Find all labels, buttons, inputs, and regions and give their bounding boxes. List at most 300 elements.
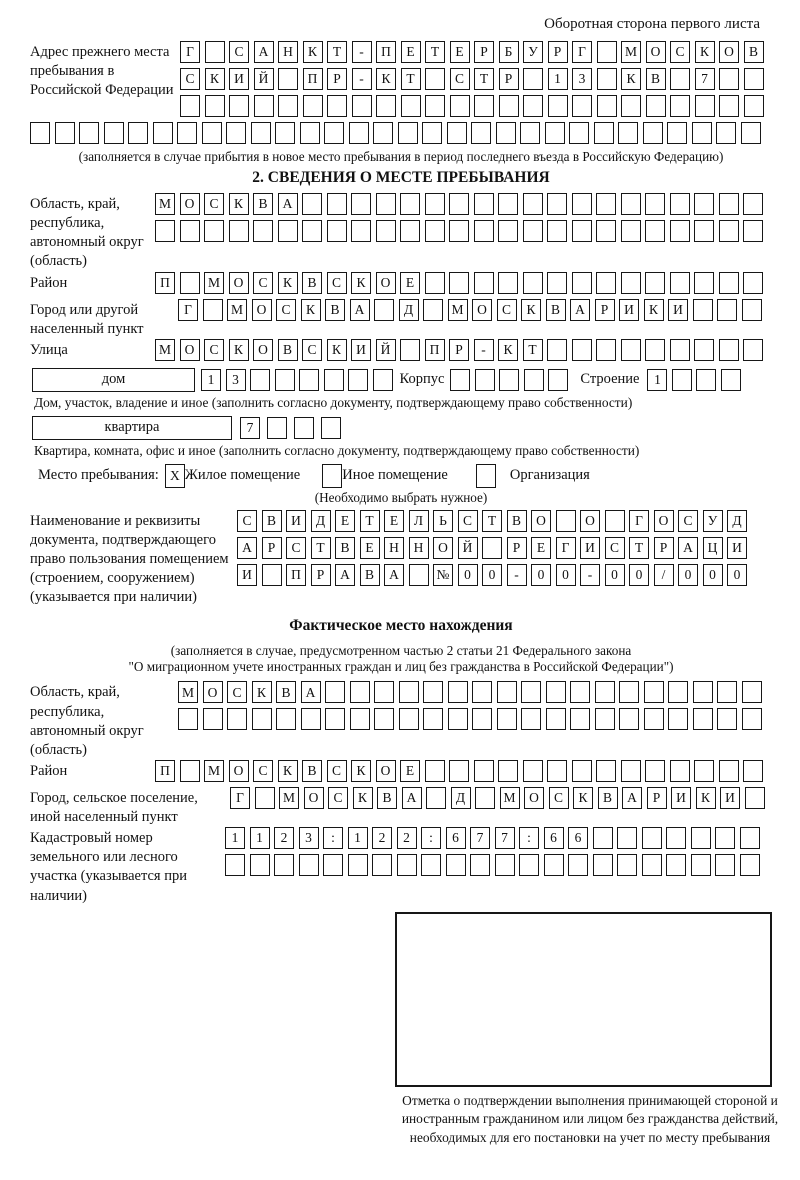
char-cell: М xyxy=(155,193,175,215)
field-factual-oblast xyxy=(30,681,772,760)
char-cell: А xyxy=(678,537,698,559)
char-cell: К xyxy=(327,339,347,361)
char-cell xyxy=(274,854,294,876)
char-cell xyxy=(693,681,713,703)
char-cell: Р xyxy=(654,537,674,559)
char-cell xyxy=(180,760,200,782)
char-cell xyxy=(275,369,295,391)
char-cell xyxy=(425,68,445,90)
char-cell: А xyxy=(278,193,298,215)
char-cell xyxy=(743,220,763,242)
char-cell xyxy=(572,339,592,361)
char-cell: О xyxy=(472,299,492,321)
stay-type-row xyxy=(38,464,772,488)
char-cell xyxy=(426,787,446,809)
char-cell: № xyxy=(433,564,453,586)
char-cell xyxy=(643,122,663,144)
char-cell: У xyxy=(523,41,543,63)
char-cell: Р xyxy=(548,41,568,63)
char-cell: В xyxy=(744,41,764,63)
char-cell xyxy=(521,708,541,730)
char-cell xyxy=(498,272,518,294)
prev-address-note: (заполняется в случае прибытия в новое место пребывания в период последнего въезда в Российскую Федерацию) xyxy=(78,149,724,164)
char-cell xyxy=(401,95,421,117)
char-cell: 0 xyxy=(556,564,576,586)
char-cell xyxy=(327,193,347,215)
char-cell xyxy=(523,68,543,90)
char-cell xyxy=(423,708,443,730)
char-cell xyxy=(596,193,616,215)
char-cell: О xyxy=(180,339,200,361)
char-cell: С xyxy=(328,787,348,809)
char-cell xyxy=(470,854,490,876)
char-cell: К xyxy=(521,299,541,321)
char-cell xyxy=(448,708,468,730)
char-cell: И xyxy=(229,68,249,90)
char-cell xyxy=(523,760,543,782)
char-cell xyxy=(619,681,639,703)
factual-gorod-row xyxy=(230,787,772,809)
char-cell: А xyxy=(335,564,355,586)
raion-label: Район xyxy=(30,274,68,291)
char-cell xyxy=(423,299,443,321)
char-cell xyxy=(421,854,441,876)
char-cell xyxy=(548,95,568,117)
char-cell: Т xyxy=(482,510,502,532)
char-cell: П xyxy=(376,41,396,63)
char-cell: К xyxy=(278,760,298,782)
char-cell: М xyxy=(204,272,224,294)
char-cell: Р xyxy=(595,299,615,321)
oblast-rows xyxy=(155,193,772,247)
char-cell xyxy=(568,854,588,876)
char-cell xyxy=(325,708,345,730)
char-cell: К xyxy=(621,68,641,90)
char-cell xyxy=(696,369,716,391)
char-cell: А xyxy=(384,564,404,586)
char-cell: О xyxy=(376,760,396,782)
char-cell xyxy=(374,708,394,730)
char-cell: К xyxy=(376,68,396,90)
korpus-cells xyxy=(450,369,568,391)
char-cell xyxy=(300,122,320,144)
char-cell xyxy=(694,272,714,294)
char-cell xyxy=(694,193,714,215)
char-cell: Т xyxy=(327,41,347,63)
prev-address-row-4 xyxy=(30,122,772,144)
char-cell xyxy=(693,299,713,321)
char-cell xyxy=(474,193,494,215)
char-cell xyxy=(572,193,592,215)
char-cell: П xyxy=(303,68,323,90)
char-cell xyxy=(617,854,637,876)
char-cell: Н xyxy=(409,537,429,559)
char-cell: О xyxy=(252,299,272,321)
char-cell xyxy=(496,122,516,144)
char-cell xyxy=(621,760,641,782)
char-cell: 0 xyxy=(727,564,747,586)
char-cell xyxy=(692,122,712,144)
char-cell: А xyxy=(622,787,642,809)
char-cell: Т xyxy=(474,68,494,90)
char-cell xyxy=(499,369,519,391)
char-cell xyxy=(621,193,641,215)
char-cell: В xyxy=(546,299,566,321)
char-cell: Е xyxy=(531,537,551,559)
char-cell xyxy=(666,854,686,876)
char-cell: В xyxy=(646,68,666,90)
char-cell xyxy=(670,95,690,117)
char-cell: 3 xyxy=(572,68,592,90)
char-cell xyxy=(594,122,614,144)
char-cell xyxy=(670,760,690,782)
char-cell xyxy=(740,854,760,876)
char-cell: С xyxy=(497,299,517,321)
char-cell xyxy=(595,681,615,703)
stay-type-label: Место пребывания: xyxy=(38,467,159,484)
char-cell xyxy=(203,299,223,321)
char-cell xyxy=(226,122,246,144)
char-cell: А xyxy=(254,41,274,63)
prev-address-label: Адрес прежнего места пребывания в Российской Федерации xyxy=(30,44,174,99)
char-cell: : xyxy=(323,827,343,849)
char-cell xyxy=(471,122,491,144)
char-cell xyxy=(299,369,319,391)
char-cell: О xyxy=(531,510,551,532)
char-cell: Б xyxy=(499,41,519,63)
char-cell xyxy=(278,68,298,90)
char-cell: О xyxy=(719,41,739,63)
char-cell xyxy=(349,122,369,144)
char-cell: 1 xyxy=(225,827,245,849)
char-cell: Й xyxy=(458,537,478,559)
char-cell xyxy=(596,339,616,361)
char-cell: К xyxy=(351,760,371,782)
char-cell xyxy=(275,122,295,144)
char-cell xyxy=(572,760,592,782)
char-cell xyxy=(177,122,197,144)
char-cell xyxy=(495,854,515,876)
char-cell: 7 xyxy=(240,417,260,439)
char-cell: Е xyxy=(400,760,420,782)
char-cell: О xyxy=(376,272,396,294)
char-cell xyxy=(593,854,613,876)
char-cell: И xyxy=(286,510,306,532)
char-cell: В xyxy=(360,564,380,586)
char-cell: Г xyxy=(180,41,200,63)
field-kadastr xyxy=(30,827,772,906)
char-cell xyxy=(373,122,393,144)
char-cell: М xyxy=(155,339,175,361)
korpus-label: Корпус xyxy=(399,371,445,388)
char-cell xyxy=(497,681,517,703)
char-cell xyxy=(474,760,494,782)
char-cell xyxy=(180,95,200,117)
char-cell xyxy=(30,122,50,144)
char-cell: К xyxy=(205,68,225,90)
char-cell: Р xyxy=(647,787,667,809)
char-cell xyxy=(546,708,566,730)
char-cell: Й xyxy=(376,339,396,361)
char-cell xyxy=(523,220,543,242)
char-cell xyxy=(668,708,688,730)
char-cell xyxy=(376,220,396,242)
house-number-cells xyxy=(201,369,393,391)
char-cell: С xyxy=(237,510,257,532)
char-cell xyxy=(446,854,466,876)
char-cell xyxy=(498,193,518,215)
char-cell xyxy=(572,95,592,117)
char-cell: 7 xyxy=(470,827,490,849)
stroenie-cells xyxy=(647,369,741,391)
apartment-number-cells xyxy=(240,417,341,439)
char-cell: П xyxy=(286,564,306,586)
char-cell xyxy=(372,854,392,876)
char-cell: Е xyxy=(384,510,404,532)
char-cell xyxy=(399,708,419,730)
char-cell xyxy=(449,220,469,242)
title-document-row-1 xyxy=(237,510,772,532)
char-cell xyxy=(544,854,564,876)
char-cell xyxy=(670,220,690,242)
char-cell: И xyxy=(727,537,747,559)
char-cell: Д xyxy=(311,510,331,532)
char-cell: К xyxy=(353,787,373,809)
char-cell: С xyxy=(302,339,322,361)
checkbox-other-premises xyxy=(322,464,342,488)
char-cell xyxy=(646,95,666,117)
char-cell: К xyxy=(696,787,716,809)
char-cell xyxy=(694,339,714,361)
char-cell xyxy=(180,272,200,294)
char-cell xyxy=(547,339,567,361)
char-cell xyxy=(229,95,249,117)
char-cell xyxy=(204,220,224,242)
char-cell: А xyxy=(301,681,321,703)
char-cell xyxy=(694,760,714,782)
char-cell xyxy=(523,95,543,117)
char-cell: Р xyxy=(311,564,331,586)
char-cell xyxy=(617,827,637,849)
char-cell xyxy=(593,827,613,849)
char-cell xyxy=(572,272,592,294)
char-cell xyxy=(719,339,739,361)
char-cell xyxy=(717,299,737,321)
char-cell xyxy=(397,854,417,876)
char-cell: С xyxy=(253,760,273,782)
char-cell xyxy=(324,122,344,144)
char-cell: 1 xyxy=(647,369,667,391)
char-cell: С xyxy=(678,510,698,532)
char-cell xyxy=(717,708,737,730)
char-cell xyxy=(251,122,271,144)
char-cell xyxy=(302,193,322,215)
char-cell xyxy=(325,681,345,703)
char-cell: М xyxy=(448,299,468,321)
char-cell xyxy=(321,417,341,439)
char-cell: В xyxy=(335,537,355,559)
house-row xyxy=(32,368,772,392)
ulitsa-row xyxy=(155,339,772,361)
char-cell xyxy=(523,193,543,215)
char-cell: О xyxy=(229,760,249,782)
field-factual-gorod xyxy=(30,787,772,827)
char-cell: О xyxy=(524,787,544,809)
char-cell xyxy=(373,369,393,391)
char-cell: О xyxy=(654,510,674,532)
char-cell: С xyxy=(253,272,273,294)
char-cell xyxy=(497,708,517,730)
char-cell: Н xyxy=(384,537,404,559)
field-title-document xyxy=(30,510,772,608)
char-cell: О xyxy=(253,339,273,361)
factual-oblast-label: Область, край, республика, автономный округ (область) xyxy=(30,684,144,758)
char-cell: А xyxy=(350,299,370,321)
char-cell xyxy=(597,68,617,90)
char-cell: С xyxy=(327,272,347,294)
oblast-row-1 xyxy=(155,193,772,215)
factual-title: Фактическое место нахождения xyxy=(289,617,513,635)
char-cell: Д xyxy=(451,787,471,809)
char-cell: : xyxy=(421,827,441,849)
char-cell: Г xyxy=(556,537,576,559)
char-cell xyxy=(719,95,739,117)
char-cell xyxy=(742,708,762,730)
char-cell xyxy=(180,220,200,242)
char-cell xyxy=(597,41,617,63)
char-cell xyxy=(743,339,763,361)
char-cell xyxy=(743,760,763,782)
raion-row xyxy=(155,272,772,294)
char-cell: И xyxy=(720,787,740,809)
char-cell xyxy=(521,681,541,703)
field-prev-address xyxy=(30,41,772,122)
char-cell xyxy=(352,95,372,117)
char-cell xyxy=(742,681,762,703)
char-cell xyxy=(743,193,763,215)
char-cell: - xyxy=(352,68,372,90)
field-factual-raion xyxy=(30,760,772,787)
char-cell: Л xyxy=(409,510,429,532)
char-cell xyxy=(619,708,639,730)
char-cell xyxy=(475,787,495,809)
field-raion xyxy=(30,272,772,299)
char-cell: Е xyxy=(360,537,380,559)
char-cell xyxy=(255,787,275,809)
char-cell xyxy=(294,417,314,439)
char-cell: 6 xyxy=(446,827,466,849)
char-cell xyxy=(524,369,544,391)
char-cell xyxy=(744,95,764,117)
factual-raion-row xyxy=(155,760,772,782)
char-cell xyxy=(327,220,347,242)
char-cell xyxy=(597,95,617,117)
char-cell: У xyxy=(703,510,723,532)
factual-oblast-row-2 xyxy=(178,708,772,730)
char-cell xyxy=(642,854,662,876)
oblast-row-2 xyxy=(155,220,772,242)
char-cell: В xyxy=(253,193,273,215)
char-cell xyxy=(596,272,616,294)
char-cell: Д xyxy=(727,510,747,532)
char-cell xyxy=(376,95,396,117)
char-cell xyxy=(547,760,567,782)
char-cell xyxy=(449,272,469,294)
char-cell xyxy=(299,854,319,876)
char-cell xyxy=(55,122,75,144)
char-cell xyxy=(667,122,687,144)
char-cell: Г xyxy=(178,299,198,321)
char-cell: О xyxy=(580,510,600,532)
char-cell: В xyxy=(262,510,282,532)
gorod-label: Город или другой населенный пункт xyxy=(30,301,144,337)
char-cell xyxy=(450,95,470,117)
char-cell: В xyxy=(325,299,345,321)
char-cell xyxy=(740,827,760,849)
char-cell xyxy=(399,681,419,703)
char-cell xyxy=(482,537,502,559)
char-cell xyxy=(351,220,371,242)
factual-note-line1: (заполняется в случае, предусмотренном частью 2 статьи 21 Федерального закона xyxy=(170,643,632,659)
char-cell xyxy=(716,122,736,144)
char-cell xyxy=(324,369,344,391)
char-cell xyxy=(203,708,223,730)
char-cell xyxy=(570,681,590,703)
char-cell: С xyxy=(670,41,690,63)
char-cell: О xyxy=(203,681,223,703)
char-cell xyxy=(474,95,494,117)
char-cell: Т xyxy=(425,41,445,63)
char-cell xyxy=(202,122,222,144)
prev-address-row-1 xyxy=(180,41,772,63)
char-cell xyxy=(621,220,641,242)
char-cell xyxy=(449,760,469,782)
title-document-row-3 xyxy=(237,564,772,586)
apartment-row xyxy=(32,416,772,440)
char-cell xyxy=(449,193,469,215)
char-cell xyxy=(303,95,323,117)
char-cell: И xyxy=(619,299,639,321)
char-cell: С xyxy=(605,537,625,559)
char-cell: 1 xyxy=(348,827,368,849)
char-cell: Ь xyxy=(433,510,453,532)
char-cell xyxy=(666,827,686,849)
char-cell xyxy=(178,708,198,730)
apartment-type-box: квартира xyxy=(32,416,232,440)
char-cell xyxy=(721,369,741,391)
char-cell: 3 xyxy=(226,369,246,391)
char-cell xyxy=(376,193,396,215)
char-cell xyxy=(225,854,245,876)
char-cell: С xyxy=(286,537,306,559)
char-cell: С xyxy=(229,41,249,63)
char-cell xyxy=(498,760,518,782)
char-cell: В xyxy=(302,272,322,294)
char-cell xyxy=(642,827,662,849)
char-cell: Р xyxy=(262,537,282,559)
char-cell: - xyxy=(507,564,527,586)
title-document-row-2 xyxy=(237,537,772,559)
option-residential-label: Жилое помещение xyxy=(184,467,301,484)
char-cell xyxy=(398,122,418,144)
char-cell xyxy=(719,272,739,294)
char-cell: Д xyxy=(399,299,419,321)
char-cell xyxy=(276,708,296,730)
char-cell xyxy=(745,787,765,809)
char-cell xyxy=(498,220,518,242)
char-cell xyxy=(422,122,442,144)
char-cell xyxy=(474,272,494,294)
